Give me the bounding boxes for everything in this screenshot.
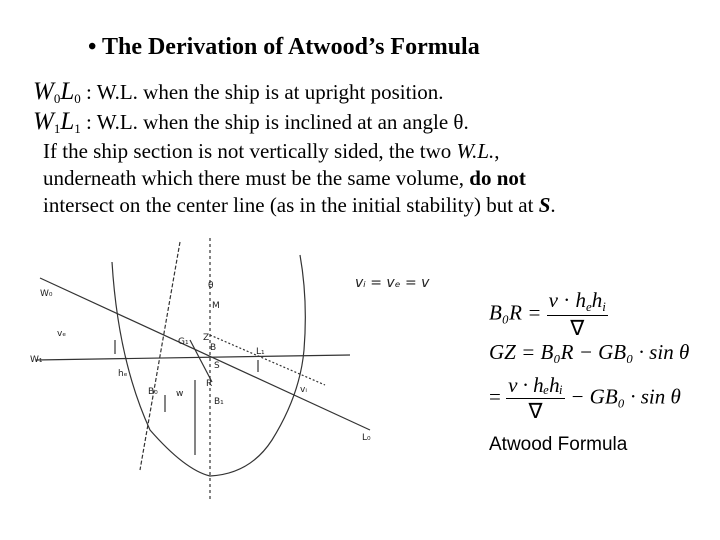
- label-w: w: [176, 389, 184, 399]
- paragraph-line-3: intersect on the center line (as in the initial stability) but at S.: [43, 193, 556, 217]
- label-g1: G₁: [178, 337, 189, 347]
- label-equal-volumes: vᵢ = vₑ = v: [355, 275, 430, 291]
- atwood-formula-caption: Atwood Formula: [489, 434, 628, 455]
- formula-gz: GZ = B₀R − GB₀ · sin θ: [489, 340, 690, 364]
- line-w1l1-text: : W.L. when the ship is inclined at an angle θ.: [85, 110, 469, 134]
- gz-line: [190, 340, 212, 382]
- label-w1: W₁: [30, 355, 43, 365]
- label-b: B: [210, 343, 217, 353]
- waterline-w0l0: [40, 278, 370, 430]
- label-m: M: [212, 301, 220, 311]
- label-ve: vₑ: [57, 329, 67, 339]
- label-he: hₑ: [118, 369, 128, 379]
- label-w0: W₀: [40, 289, 53, 299]
- label-l0: L₀: [362, 433, 371, 443]
- formula-b0r-fraction: $\frac{\text{v · hehi}}{\nabla}$: [548, 288, 606, 340]
- label-b1: B₁: [214, 397, 224, 407]
- label-b0: B₀: [148, 387, 158, 397]
- symbol-w0l0: $W_0L_0$: [33, 78, 81, 106]
- formula-b0r: [489, 288, 608, 341]
- slide-title: • The Derivation of Atwood’s Formula: [88, 34, 480, 60]
- inclined-axis: [140, 242, 180, 470]
- wedge-line: [210, 335, 325, 385]
- formula-gz-expanded: = $\frac{\text{v · hₑhᵢ}}{\nabla}$ − GB₀ · sin θ: [489, 373, 681, 423]
- symbol-w1l1: $W_1L_1$: [33, 108, 81, 136]
- label-vi: vᵢ: [300, 385, 307, 395]
- formula-b0r-lhs: B₀R =: [489, 300, 542, 325]
- label-l1: L₁: [256, 347, 265, 357]
- formula-gz-fraction: $\frac{\text{v · hₑhᵢ}}{\nabla}$: [508, 373, 563, 423]
- line-w0l0-text: : W.L. when the ship is at upright position.: [85, 80, 444, 104]
- paragraph-line-2: underneath which there must be the same volume, do not: [43, 166, 526, 190]
- label-theta: θ: [208, 281, 214, 291]
- paragraph-line-1: If the ship section is not vertically sided, the two W.L.,: [43, 139, 500, 163]
- label-z: Z: [203, 333, 210, 343]
- label-r: R: [206, 379, 213, 389]
- label-s: S: [214, 361, 220, 371]
